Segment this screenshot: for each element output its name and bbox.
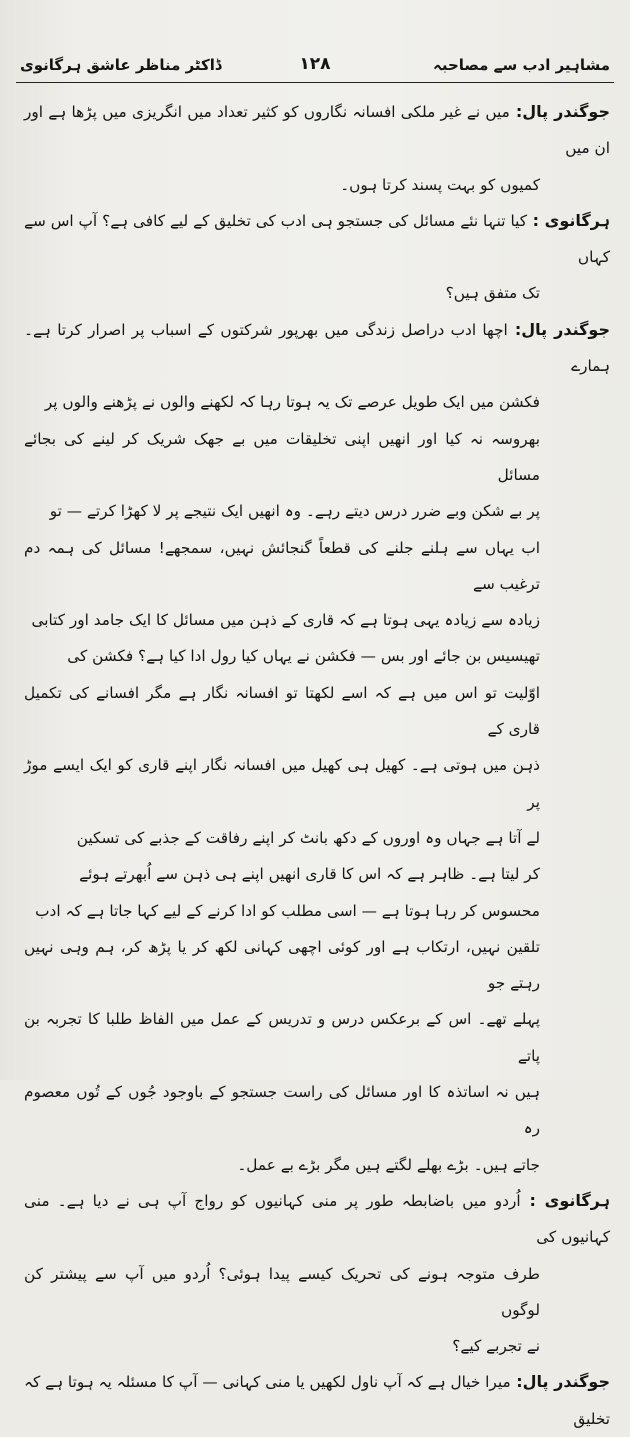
text-line <box>24 1147 610 1183</box>
line-text: ذہن میں ہوتی ہے۔ کھیل ہی کھیل میں افسانہ نگار اپنے قاری کو ایک ایسے موڑ پر <box>24 756 540 811</box>
text-line <box>24 1001 610 1074</box>
text-line <box>24 929 610 1002</box>
line-text: جاتے ہیں۔ بڑے بھلے لگتے ہیں مگر بڑے بے عمل۔ <box>237 1155 540 1174</box>
text-line <box>24 275 610 311</box>
text-line <box>24 856 610 892</box>
text-line <box>24 493 610 529</box>
text-line <box>24 167 610 203</box>
text-line <box>24 1256 610 1329</box>
text-line <box>24 1328 610 1364</box>
line-text: تک متفق ہیں؟ <box>445 284 540 303</box>
speaker-label: ہرگانوی : <box>527 210 610 230</box>
speaker-label: جوگندر پال: <box>509 102 610 121</box>
line-text: کمیوں کو بہت پسند کرتا ہوں۔ <box>340 175 540 194</box>
line-text: پر بے شکن وبے ضرر درس دیتے رہے۔ وہ انھیں ایک نتیجے پر لا کھڑا کرتے — تو <box>49 502 540 521</box>
text-line <box>24 203 610 276</box>
line-text: بھروسہ نہ کیا اور انھیں اپنی تخلیقات میں بے جھک شریک کر لینے کی بجائے مسائل <box>24 429 540 484</box>
text-line <box>24 1183 610 1256</box>
line-text: اچھا ادب دراصل زندگی میں بھرپور شرکتوں کے اسباب پر اصرار کرتا ہے۔ ہمارے <box>24 320 610 376</box>
text-line <box>24 384 610 420</box>
line-text: تھیسیس بن جائے اور بس — فکشن نے یہاں کیا رول ادا کیا ہے؟ فکشن کی <box>67 647 540 666</box>
text-line <box>24 421 610 494</box>
text-line <box>24 94 610 167</box>
speaker-label: جوگندر پال: <box>510 1372 610 1392</box>
header-author: ڈاکٹر مناظر عاشق ہرگانوی <box>20 56 222 74</box>
text-line <box>24 747 610 820</box>
line-text: میرا خیال ہے کہ آپ ناول لکھیں یا منی کہانی — آپ کا مسئلہ یہ ہوتا ہے کہ تخلیق <box>24 1373 610 1428</box>
line-text: تلقین نہیں، ارتکاب ہے اور کوئی اچھی کہانی لکھ کر یا پڑھ کر، ہم وہی نہیں رہتے جو <box>24 937 540 993</box>
line-text: محسوس کر رہا ہوتا ہے — اسی مطلب کو ادا کرنے کے لیے کہا جاتا ہے کہ ادب <box>35 901 540 920</box>
text-line <box>24 530 610 603</box>
text-line <box>24 675 610 748</box>
line-text: فکشن میں ایک طویل عرصے تک یہ ہوتا رہا کہ لکھنے والوں نے پڑھنے والوں پر <box>44 393 540 412</box>
text-line <box>24 1074 610 1147</box>
page-body <box>24 94 610 1437</box>
running-header <box>16 52 614 83</box>
line-text: پہلے تھے۔ اس کے برعکس درس و تدریس کے عمل میں الفاظ طلبا کا تجربہ بن پاتے <box>24 1010 540 1065</box>
text-line <box>24 1364 610 1437</box>
line-text: اُردو میں باضابطہ طور پر منی کہانیوں کو رواج آپ ہی نے دیا ہے۔ منی کہانیوں کی <box>24 1191 610 1247</box>
line-text: نے تجربے کیے؟ <box>452 1337 540 1356</box>
line-text: کیا تنہا نئے مسائل کی جستجو ہی ادب کی تخلیق کے لیے کافی ہے؟ آپ اس سے کہاں <box>24 211 610 267</box>
text-line <box>24 602 610 638</box>
text-line <box>24 820 610 856</box>
line-text: میں نے غیر ملکی افسانہ نگاروں کو کثیر تعداد میں انگریزی میں پڑھا ہے اور ان میں <box>24 103 610 158</box>
page-number: ۱۲۸ <box>299 54 331 74</box>
line-text: زیادہ سے زیادہ یہی ہوتا ہے کہ قاری کے ذہن میں مسائل کا ایک جامد اور کتابی <box>31 611 540 630</box>
text-line <box>24 893 610 929</box>
line-text: طرف متوجہ ہونے کی تحریک کیسے پیدا ہوئی؟ اُردو میں آپ سے پیشتر کن لوگوں <box>24 1264 540 1319</box>
line-text: اوّلیت تو اس میں ہے کہ اسے لکھتا تو افسانہ نگار ہے مگر افسانے کی تکمیل قاری کے <box>24 683 540 739</box>
text-line <box>24 312 610 385</box>
line-text: کر لیتا ہے۔ ظاہر ہے کہ اس کا قاری انھیں اپنے ہی ذہن سے اُبھرتے ہوئے <box>79 865 540 884</box>
text-line <box>24 638 610 674</box>
header-book-title: مشاہیر ادب سے مصاحبہ <box>433 56 610 74</box>
speaker-label: ہرگانوی : <box>520 1190 610 1210</box>
line-text: ہیں نہ اساتذہ کا اور مسائل کی راست جستجو کے باوجود جُوں کے تُوں معصوم رہ <box>24 1083 540 1138</box>
line-text: اب یہاں سے ہلنے جلنے کی قطعاً گنجائش نہیں، سمجھے! مسائل کی ہمہ دم ترغیب سے <box>24 538 540 593</box>
speaker-label: جوگندر پال: <box>507 319 610 339</box>
line-text: لے آتا ہے جہاں وہ اوروں کے دکھ بانٹ کر اپنے رفاقت کے جذبے کی تسکین <box>76 828 540 847</box>
